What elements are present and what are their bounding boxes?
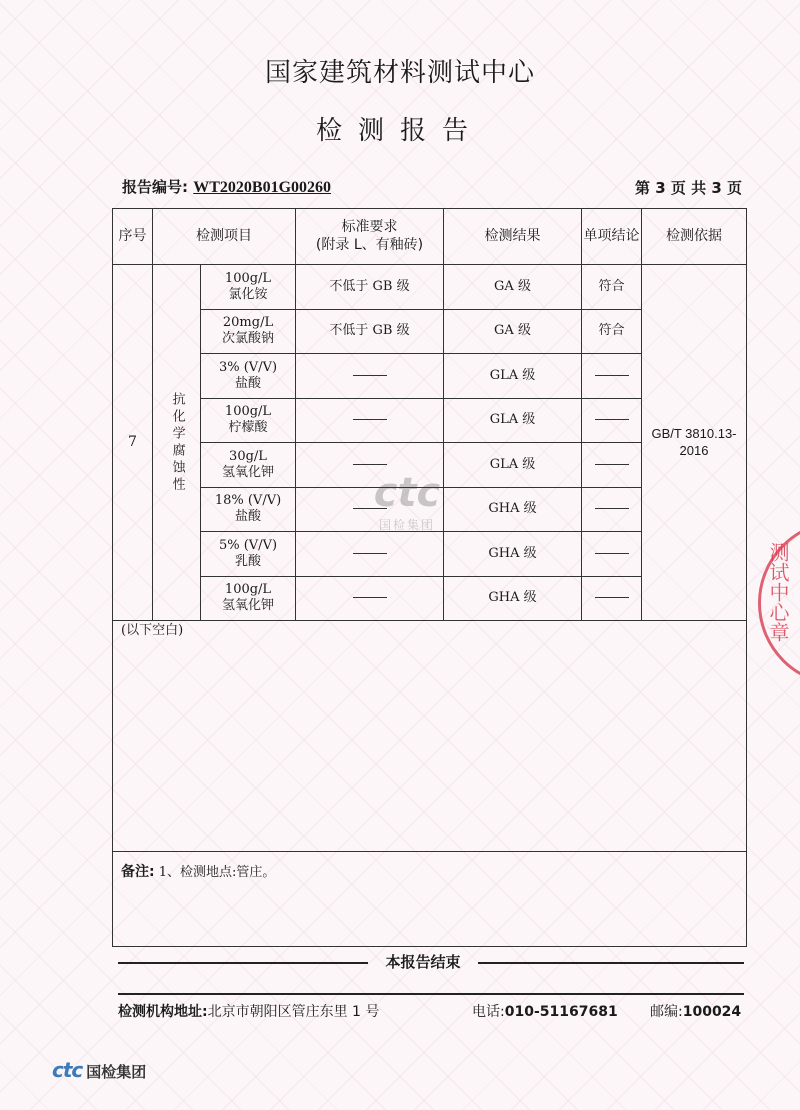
ctc-logo [52, 1058, 146, 1082]
end-divider-left [118, 962, 368, 964]
empty-dash [353, 508, 387, 509]
blank-row [113, 621, 747, 852]
test-results-table [112, 208, 747, 947]
reagent-concentration: 100g/L [224, 270, 272, 286]
reagent-concentration: 3% (V/V) [218, 359, 278, 375]
reagent-cell [201, 398, 296, 443]
basis-cell: GB/T 3810.13-2016 [642, 265, 747, 621]
blank-note: (以下空白) [113, 621, 747, 852]
requirement-cell [296, 398, 444, 443]
conclusion-cell: 符合 [582, 265, 642, 310]
remark-cell [113, 852, 747, 947]
result-cell: GHA 级 [444, 576, 582, 621]
remark-text: 1、检测地点:管庄。 [158, 865, 276, 880]
result-cell: GA 级 [444, 265, 582, 310]
seq-number: 7 [113, 265, 153, 621]
category-cell [153, 265, 201, 621]
reagent-name: 氢氧化钾 [221, 598, 274, 614]
requirement-cell: 不低于 GB 级 [296, 265, 444, 310]
reagent-cell [201, 576, 296, 621]
reagent-name: 氢氧化钾 [221, 464, 274, 480]
empty-dash [595, 508, 629, 509]
conclusion-cell [582, 487, 642, 532]
reagent-concentration: 100g/L [224, 404, 272, 419]
reagent-name: 柠檬酸 [228, 420, 268, 436]
result-cell: GLA 级 [444, 354, 582, 399]
table-header-row [113, 209, 747, 265]
reagent-cell [201, 532, 296, 577]
empty-dash [595, 419, 629, 420]
result-cell: GA 级 [444, 309, 582, 354]
reagent-name: 盐酸 [234, 375, 261, 391]
address-value: 北京市朝阳区管庄东里 1 号 [207, 1004, 380, 1020]
report-end-marker: 本报告结束 [385, 953, 461, 971]
result-cell: GHA 级 [444, 532, 582, 577]
empty-dash [353, 375, 387, 376]
remark-label: 备注: [121, 864, 155, 880]
reagent-concentration: 20mg/L [222, 315, 274, 330]
footer-phone [472, 1001, 618, 1021]
watermark-mark: ctc [373, 470, 441, 516]
footer-zip [650, 1001, 741, 1021]
reagent-cell [201, 354, 296, 399]
reagent-concentration: 30g/L [229, 448, 267, 464]
org-title: 国家建筑材料测试中心 [264, 58, 535, 88]
watermark-text: 国检集团 [378, 518, 435, 532]
col-header-requirement [296, 209, 444, 265]
requirement-cell [296, 354, 444, 399]
logo-mark: ctc [52, 1058, 83, 1082]
col-header-seq: 序号 [113, 209, 153, 265]
requirement-header-line1: 标准要求 [341, 219, 398, 235]
remark-row [113, 852, 747, 947]
result-cell: GLA 级 [444, 398, 582, 443]
conclusion-cell [582, 532, 642, 577]
reagent-concentration: 100g/L [224, 582, 272, 597]
report-number-line [122, 176, 331, 197]
zip-value: 100024 [682, 1004, 742, 1020]
result-cell: GLA 级 [444, 443, 582, 488]
table-row [113, 265, 747, 310]
empty-dash [353, 464, 387, 465]
empty-dash [595, 597, 629, 598]
page-info: 第 3 页 共 3 页 [635, 179, 742, 197]
phone-value: 010-51167681 [504, 1004, 618, 1020]
reagent-name: 盐酸 [234, 509, 261, 525]
empty-dash [595, 375, 629, 376]
conclusion-cell: 符合 [582, 309, 642, 354]
footer-rule [118, 993, 744, 995]
conclusion-cell [582, 443, 642, 488]
col-header-conclusion: 单项结论 [582, 209, 642, 265]
conclusion-cell [582, 576, 642, 621]
table-body [113, 265, 747, 621]
empty-dash [595, 553, 629, 554]
requirement-header-line2: (附录 L、有釉砖) [315, 236, 424, 253]
address-label: 检测机构地址: [118, 1004, 208, 1020]
zip-label: 邮编: [650, 1004, 683, 1020]
reagent-concentration: 18% (V/V) [214, 493, 282, 508]
document-title: 检测报告 [315, 116, 484, 146]
empty-dash [353, 553, 387, 554]
empty-dash [595, 464, 629, 465]
requirement-cell [296, 576, 444, 621]
conclusion-cell [582, 354, 642, 399]
logo-text: 国检集团 [86, 1063, 147, 1081]
requirement-cell [296, 532, 444, 577]
reagent-name: 氯化铵 [228, 286, 268, 302]
seal-text: 测试中心章 [766, 542, 790, 642]
empty-dash [353, 597, 387, 598]
reagent-cell [201, 265, 296, 310]
reagent-cell [201, 487, 296, 532]
phone-label: 电话: [472, 1004, 505, 1020]
col-header-result: 检测结果 [444, 209, 582, 265]
reagent-name: 次氯酸钠 [221, 331, 274, 347]
report-number-value: WT2020B01G00260 [193, 179, 332, 196]
requirement-cell [296, 443, 444, 488]
requirement-cell [296, 487, 444, 532]
empty-dash [353, 419, 387, 420]
requirement-cell: 不低于 GB 级 [296, 309, 444, 354]
reagent-name: 乳酸 [234, 553, 261, 569]
footer-address [118, 1001, 379, 1021]
reagent-cell [201, 309, 296, 354]
end-divider-right [478, 962, 744, 964]
official-seal [758, 520, 800, 690]
reagent-concentration: 5% (V/V) [218, 537, 278, 553]
result-cell: GHA 级 [444, 487, 582, 532]
category-label: 抗化学腐蚀性 [169, 391, 185, 494]
reagent-cell [201, 443, 296, 488]
report-number-label: 报告编号: [122, 178, 188, 196]
col-header-basis: 检测依据 [642, 209, 747, 265]
conclusion-cell [582, 398, 642, 443]
col-header-item: 检测项目 [153, 209, 296, 265]
